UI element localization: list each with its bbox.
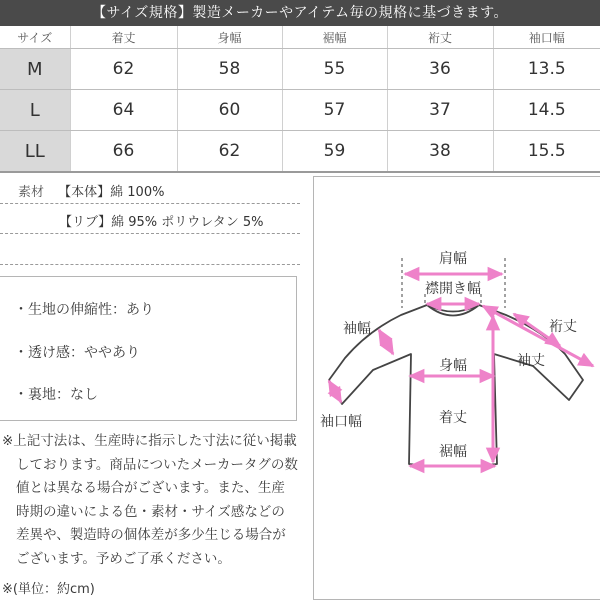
table-cell: 66 — [70, 131, 177, 173]
table-cell: 62 — [70, 49, 177, 90]
body-width-label: 身幅 — [439, 358, 467, 374]
size-spec-header: 【サイズ規格】製造メーカーやアイテム毎の規格に基づきます。 — [0, 0, 600, 26]
measurement-note — [2, 430, 298, 571]
size-label-cell: L — [0, 90, 70, 131]
garment-measurement-diagram — [313, 176, 600, 600]
material-row-body — [18, 181, 164, 200]
divider — [0, 233, 300, 234]
divider — [0, 203, 300, 204]
table-cell: 55 — [282, 49, 387, 90]
size-table-header-row — [0, 26, 600, 49]
column-header: 裾幅 — [282, 26, 387, 49]
table-cell: 13.5 — [493, 49, 600, 90]
table-row — [0, 131, 600, 173]
neck-width-label: 襟開き幅 — [425, 281, 481, 297]
sleeve-length-label: 袖丈 — [517, 353, 545, 369]
sleeve-width-label: 袖幅 — [343, 321, 371, 337]
column-header: 着丈 — [70, 26, 177, 49]
lining-property: ・裏地：なし — [14, 387, 98, 403]
material-body-text: 【本体】綿 100% — [58, 185, 165, 200]
note-text: ※上記寸法は、生産時に指示した寸法に従い掲載しております。商品についたメーカータグの数値とは異なる場合がございます。また、生産時期の違いによる色・素材・サイズ感などの差異や、製造時の個体差が多少生じる場合がございます。予めご了承ください。 — [2, 433, 298, 567]
table-cell: 62 — [177, 131, 282, 173]
length-label: 着丈 — [439, 410, 467, 426]
guide-lines — [402, 258, 505, 354]
table-cell: 57 — [282, 90, 387, 131]
table-cell: 38 — [387, 131, 493, 173]
material-rib-text: 【リブ】綿 95% ポリウレタン 5% — [59, 215, 264, 230]
yuki-length-label: 裄丈 — [549, 319, 577, 335]
column-header: 袖口幅 — [493, 26, 600, 49]
table-cell: 64 — [70, 90, 177, 131]
table-cell: 14.5 — [493, 90, 600, 131]
table-cell: 15.5 — [493, 131, 600, 173]
stretch-property: ・生地の伸縮性：あり — [14, 302, 154, 318]
fabric-properties-box — [0, 276, 297, 421]
table-row — [0, 90, 600, 131]
cuff-width-label: 袖口幅 — [320, 414, 362, 430]
size-label-cell: M — [0, 49, 70, 90]
table-cell: 58 — [177, 49, 282, 90]
table-cell: 60 — [177, 90, 282, 131]
table-row — [0, 49, 600, 90]
size-table — [0, 26, 600, 173]
column-header: サイズ — [0, 26, 70, 49]
transparency-property: ・透け感：ややあり — [14, 345, 140, 361]
divider — [0, 264, 300, 265]
table-cell: 37 — [387, 90, 493, 131]
shoulder-width-label: 肩幅 — [439, 251, 467, 267]
unit-note: ※(単位：約cm) — [2, 582, 95, 597]
table-cell: 36 — [387, 49, 493, 90]
size-label-cell: LL — [0, 131, 70, 173]
material-label: 素材 — [18, 185, 45, 200]
table-cell: 59 — [282, 131, 387, 173]
column-header: 裄丈 — [387, 26, 493, 49]
hem-width-label: 裾幅 — [439, 444, 467, 460]
column-header: 身幅 — [177, 26, 282, 49]
